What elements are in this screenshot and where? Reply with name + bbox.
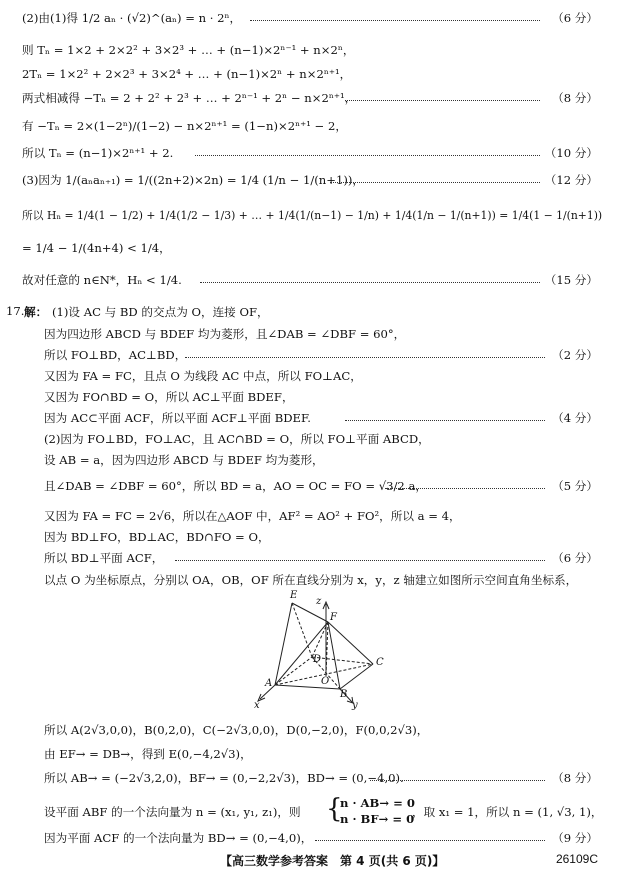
edge-DC	[312, 657, 373, 664]
text: 故对任意的 n∈N*，Hₙ < 1/4.	[22, 273, 182, 287]
dot-leader	[345, 410, 545, 421]
text: 又因为 FA = FC = 2√6，所以在△AOF 中，AF² = AO² + FO²，所以 a = 4，	[44, 509, 461, 523]
dot-leader	[345, 90, 540, 101]
q17-line-9	[0, 478, 620, 498]
text: 所以 FO⊥BD，AC⊥BD，	[44, 348, 187, 362]
part2-line-5	[0, 118, 620, 138]
part2-line-2	[0, 42, 620, 62]
text: (2)因为 FO⊥BD，FO⊥AC，且 AC∩BD = O，所以 FO⊥平面 ABCD，	[44, 432, 430, 446]
brace: {	[326, 794, 343, 824]
footer-title: 【高三数学参考答案 第 4 页(共 6 页)】	[220, 854, 445, 868]
q17-line-15	[0, 746, 620, 766]
text: (1)设 AC 与 BD 的交点为 O，连接 OF，	[52, 305, 269, 319]
page-footer	[0, 852, 620, 872]
text: 所以 BD⊥平面 ACF，	[44, 551, 164, 565]
edge-EF	[292, 603, 328, 622]
score: （6 分）	[552, 551, 598, 565]
label-C: C	[376, 657, 384, 668]
score: （8 分）	[552, 771, 598, 785]
q17-line-18	[0, 830, 620, 850]
text: (2)由(1)得 1/2 aₙ · (√2)^(aₙ) = n · 2ⁿ，	[22, 11, 242, 25]
q17-line-1	[0, 304, 620, 324]
text: 有 −Tₙ = 2×(1−2ⁿ)/(1−2) − n×2ⁿ⁺¹ = (1−n)×2ⁿ⁺¹ − 2，	[22, 119, 347, 133]
footer-code: 26109C	[555, 852, 598, 866]
label-F: F	[330, 612, 337, 623]
text: 2Tₙ = 1×2² + 2×2³ + 3×2⁴ + … + (n−1)×2ⁿ + n×2ⁿ⁺¹，	[22, 67, 352, 81]
score: （9 分）	[552, 831, 598, 845]
text: 设平面 ABF 的一个法向量为 n = (x₁, y₁, z₁)，则	[44, 805, 301, 819]
edge-FB	[328, 622, 340, 689]
text: 两式相减得 −Tₙ = 2 + 2² + 2³ + … + 2ⁿ⁻¹ + 2ⁿ − n×2ⁿ⁺¹，	[22, 91, 357, 105]
score: （4 分）	[552, 411, 598, 425]
y-axis	[340, 689, 352, 702]
part3-line-3	[0, 240, 620, 260]
part2-line-4	[0, 90, 620, 110]
text: 因为平面 ACF 的一个法向量为 BD→ = (0,−4,0)，	[44, 831, 313, 845]
score: （5 分）	[552, 479, 598, 493]
text: 因为四边形 ABCD 与 BDEF 均为菱形，且∠DAB = ∠DBF = 60°，	[44, 327, 406, 341]
dot-leader	[315, 830, 545, 841]
z-arrow-icon	[323, 602, 329, 609]
edge-FD	[312, 622, 328, 657]
part2-line-1	[0, 10, 620, 30]
text: 由 EF→ = DB→，得到 E(0,−4,2√3)，	[44, 747, 252, 761]
label-A: A	[265, 678, 273, 689]
score: （10 分）	[544, 146, 598, 160]
text: 则 Tₙ = 1×2 + 2×2² + 3×2³ + … + (n−1)×2ⁿ⁻¹ + n×2ⁿ，	[22, 43, 355, 57]
edge-EA	[275, 603, 292, 685]
q17-line-14	[0, 722, 620, 742]
text: ，取 x₁ = 1，所以 n = (1, √3, 1)，	[412, 805, 603, 819]
score: （15 分）	[544, 273, 598, 287]
part2-line-3	[0, 66, 620, 86]
score: （12 分）	[544, 173, 598, 187]
y-arrow-icon	[347, 697, 353, 703]
q17-line-5	[0, 389, 620, 409]
system-eq-1: n · AB→ = 0	[340, 796, 415, 810]
text: 且∠DAB = ∠DBF = 60°，所以 BD = a，AO = OC = FO = √3/2 a，	[44, 479, 427, 493]
text: 以点 O 为坐标原点，分别以 OA，OB，OF 所在直线分别为 x，y，z 轴建立如图所示空间直角坐标系，	[44, 573, 578, 587]
q17-line-11	[0, 529, 620, 549]
q17-line-13	[0, 572, 620, 592]
q17-line-6	[0, 410, 620, 430]
edge-FA	[275, 622, 328, 685]
diagonal-AC	[275, 664, 373, 685]
edge-ED	[292, 603, 312, 657]
x-arrow-icon	[258, 694, 265, 701]
part3-line-4	[0, 272, 620, 292]
text: 设 AB = a，因为四边形 ABCD 与 BDEF 均为菱形，	[44, 453, 324, 467]
dot-leader	[250, 10, 540, 21]
label-y: y	[352, 700, 358, 711]
part2-line-6	[0, 145, 620, 165]
text: 因为 BD⊥FO，BD⊥AC，BD∩FO = O，	[44, 530, 270, 544]
dot-leader	[385, 478, 545, 489]
edge-FO	[326, 622, 328, 676]
q17-line-8	[0, 452, 620, 472]
text: 因为 AC⊂平面 ACF，所以平面 ACF⊥平面 BDEF.	[44, 411, 311, 425]
solution-label: 解：	[24, 305, 48, 319]
dot-leader	[185, 347, 545, 358]
dot-leader	[175, 550, 545, 561]
edge-FC	[328, 622, 373, 664]
text: 所以 Hₙ = 1/4(1 − 1/2) + 1/4(1/2 − 1/3) + … + 1/4(1/(n−1) − 1/n) + 1/4(1/n − 1/(n+1)) = 1/4(1 − 1/(n+1))	[22, 209, 603, 222]
part3-line-1	[0, 172, 620, 192]
label-D: D	[313, 654, 322, 665]
edge-AB	[275, 685, 340, 689]
text: = 1/4 − 1/(4n+4) < 1/4，	[22, 241, 171, 255]
q17-line-17	[0, 796, 620, 830]
q17-line-3	[0, 347, 620, 367]
edge-AD	[275, 657, 312, 685]
dot-leader	[200, 272, 540, 283]
dot-leader	[195, 145, 540, 156]
q17-line-12	[0, 550, 620, 570]
text: 所以 AB→ = (−2√3,2,0)，BF→ = (0,−2,2√3)，BD→ = (0,−4,0).	[44, 771, 404, 785]
text: 又因为 FA = FC，且点 O 为线段 AC 中点，所以 FO⊥AC，	[44, 369, 362, 383]
score: （6 分）	[552, 11, 598, 25]
text: 所以 A(2√3,0,0)，B(0,2,0)，C(−2√3,0,0)，D(0,−2,0)，F(0,0,2√3)，	[44, 723, 429, 737]
x-axis	[260, 685, 275, 699]
q17-line-10	[0, 508, 620, 528]
diagonal-DB	[312, 657, 340, 689]
q17-line-2	[0, 326, 620, 346]
text: (3)因为 1/(aₙaₙ₊₁) = 1/((2n+2)×2n) = 1/4 (1/n − 1/(n+1))，	[22, 173, 364, 187]
label-x: x	[254, 700, 260, 711]
score: （2 分）	[552, 348, 598, 362]
q17-line-4	[0, 368, 620, 388]
q17-line-7	[0, 431, 620, 451]
score: （8 分）	[552, 91, 598, 105]
dot-leader	[330, 172, 540, 183]
label-z: z	[316, 596, 322, 607]
edge-BC	[340, 664, 373, 689]
text: 又因为 FO∩BD = O，所以 AC⊥平面 BDEF，	[44, 390, 294, 404]
q17-line-16	[0, 770, 620, 790]
label-O: O	[321, 676, 330, 687]
label-B: B	[340, 689, 348, 700]
dot-leader	[370, 770, 545, 781]
text: 所以 Tₙ = (n−1)×2ⁿ⁺¹ + 2.	[22, 146, 174, 160]
part3-line-2	[0, 208, 620, 228]
question-number: 17.	[6, 304, 25, 318]
system-eq-2: n · BF→ = 0	[340, 812, 415, 826]
label-E: E	[290, 590, 298, 601]
